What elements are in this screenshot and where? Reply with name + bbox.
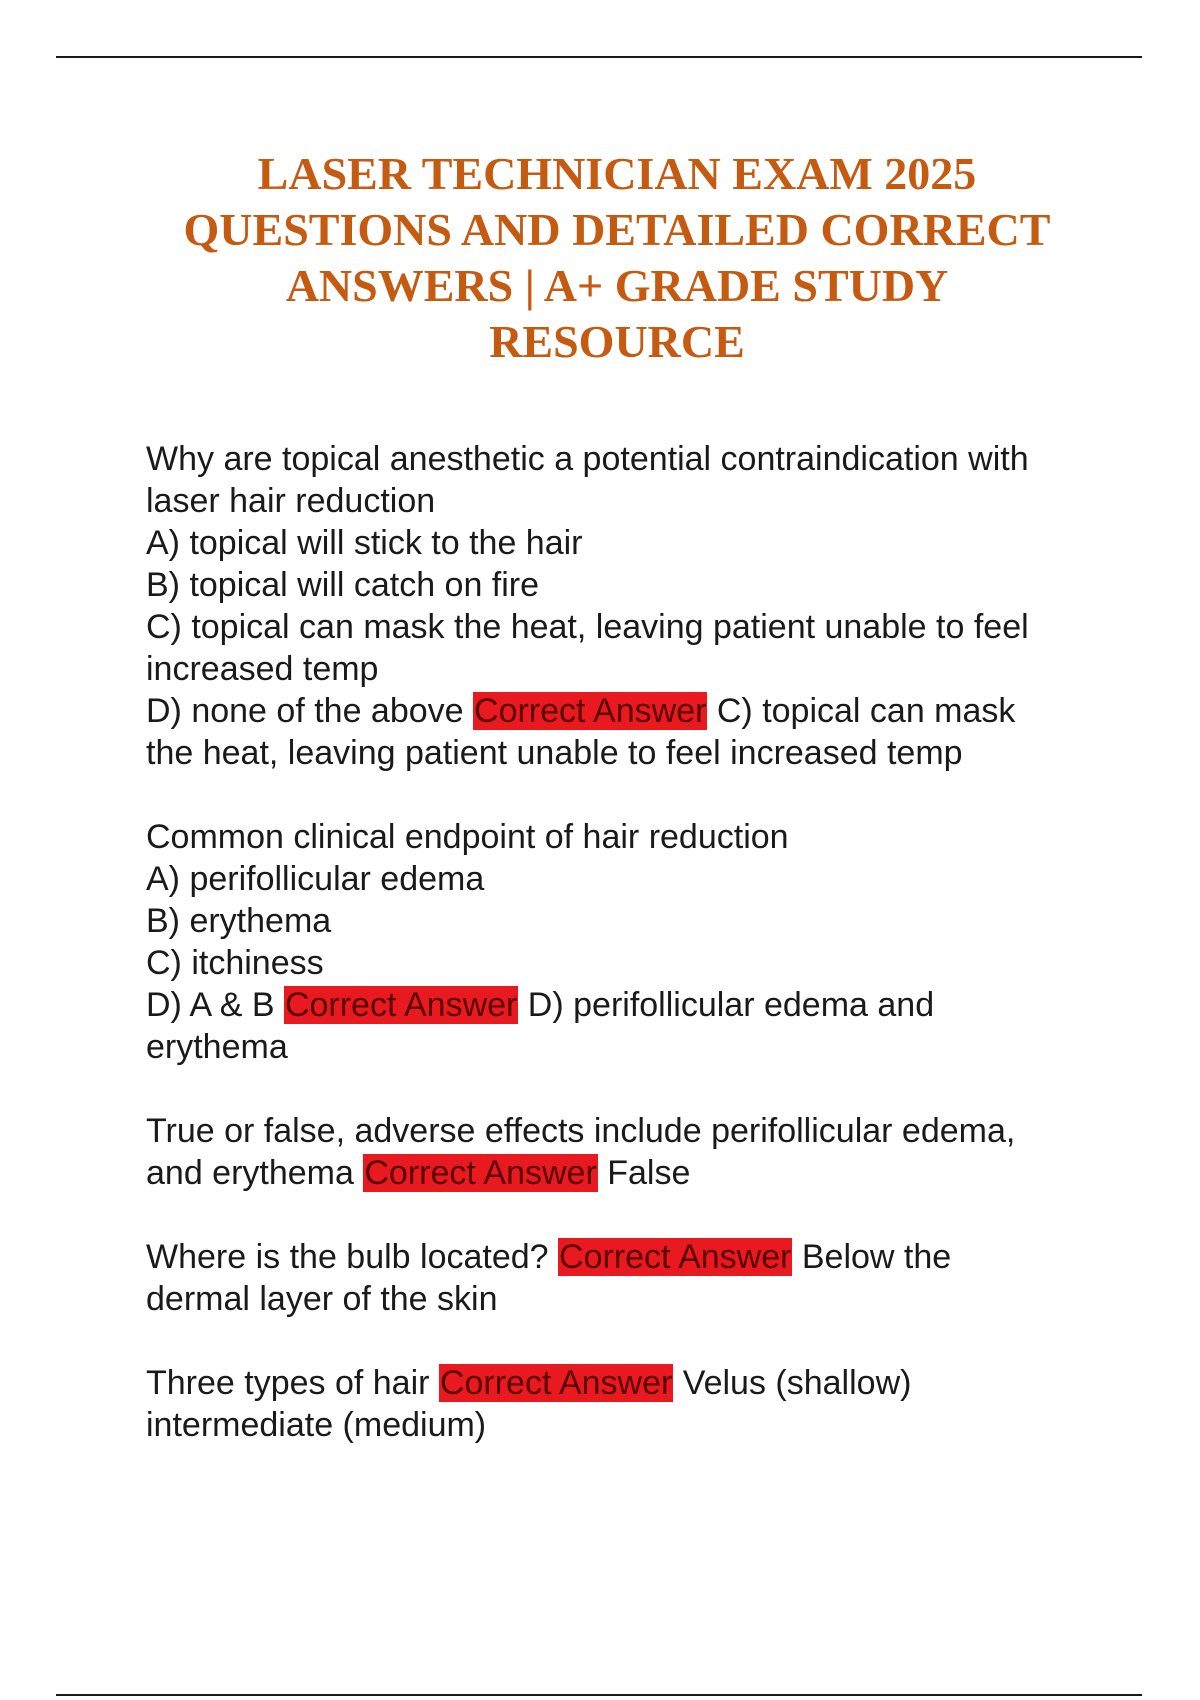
- question-text: Common clinical endpoint of hair reduction: [146, 818, 789, 856]
- question-text: Why are topical anesthetic a potential contraindication with: [146, 440, 1029, 478]
- option-c: C) itchiness: [146, 944, 324, 982]
- title-line: ANSWERS | A+ GRADE STUDY: [285, 260, 949, 311]
- correct-answer-badge: Correct Answer: [439, 1364, 673, 1402]
- question-block-4: [146, 1236, 1106, 1320]
- question-text: Three types of hair: [146, 1364, 430, 1402]
- correct-answer-badge: Correct Answer: [559, 1238, 792, 1276]
- answer-text: D) perifollicular edema and: [518, 986, 935, 1024]
- document-title: [120, 146, 1114, 370]
- answer-text: intermediate (medium): [146, 1406, 487, 1444]
- top-divider: [56, 56, 1142, 58]
- question-text: laser hair reduction: [146, 482, 436, 520]
- answer-text: erythema: [146, 1028, 288, 1066]
- answer-text: False: [597, 1154, 691, 1192]
- answer-line: [146, 984, 1106, 1026]
- title-line: RESOURCE: [489, 316, 745, 367]
- answer-text: C) topical can mask: [707, 692, 1016, 730]
- option-a: A) perifollicular edema: [146, 860, 485, 898]
- option-a: A) topical will stick to the hair: [146, 524, 583, 562]
- answer-text: dermal layer of the skin: [146, 1280, 498, 1318]
- correct-answer-badge: Correct Answer: [364, 1154, 597, 1192]
- question-text: True or false, adverse effects include perifollicular edema,: [146, 1112, 1016, 1150]
- answer-line: [146, 1152, 1106, 1194]
- option-d: D) A & B: [146, 986, 275, 1024]
- option-c: C) topical can mask the heat, leaving patient unable to feel: [146, 608, 1029, 646]
- question-text: and erythema: [146, 1154, 354, 1192]
- option-b: B) erythema: [146, 902, 332, 940]
- answer-text: the heat, leaving patient unable to feel increased temp: [146, 734, 963, 772]
- option-c-continuation: increased temp: [146, 650, 379, 688]
- question-block-3: [146, 1110, 1106, 1194]
- answer-line: [146, 1236, 1106, 1278]
- answer-text: Below the: [792, 1238, 952, 1276]
- correct-answer-badge: Correct Answer: [474, 692, 707, 730]
- option-b: B) topical will catch on fire: [146, 566, 540, 604]
- answer-line: [146, 690, 1106, 732]
- question-list: [146, 438, 1106, 1488]
- title-line: QUESTIONS AND DETAILED CORRECT: [183, 204, 1051, 255]
- question-text: Where is the bulb located?: [146, 1238, 549, 1276]
- question-block-2: [146, 816, 1106, 1068]
- question-block-1: [146, 438, 1106, 774]
- answer-line: [146, 1362, 1106, 1404]
- answer-text: Velus (shallow): [673, 1364, 912, 1402]
- title-line: LASER TECHNICIAN EXAM 2025: [257, 148, 977, 199]
- option-d: D) none of the above: [146, 692, 464, 730]
- bottom-divider: [56, 1694, 1142, 1696]
- correct-answer-badge: Correct Answer: [284, 986, 518, 1024]
- question-block-5: [146, 1362, 1106, 1446]
